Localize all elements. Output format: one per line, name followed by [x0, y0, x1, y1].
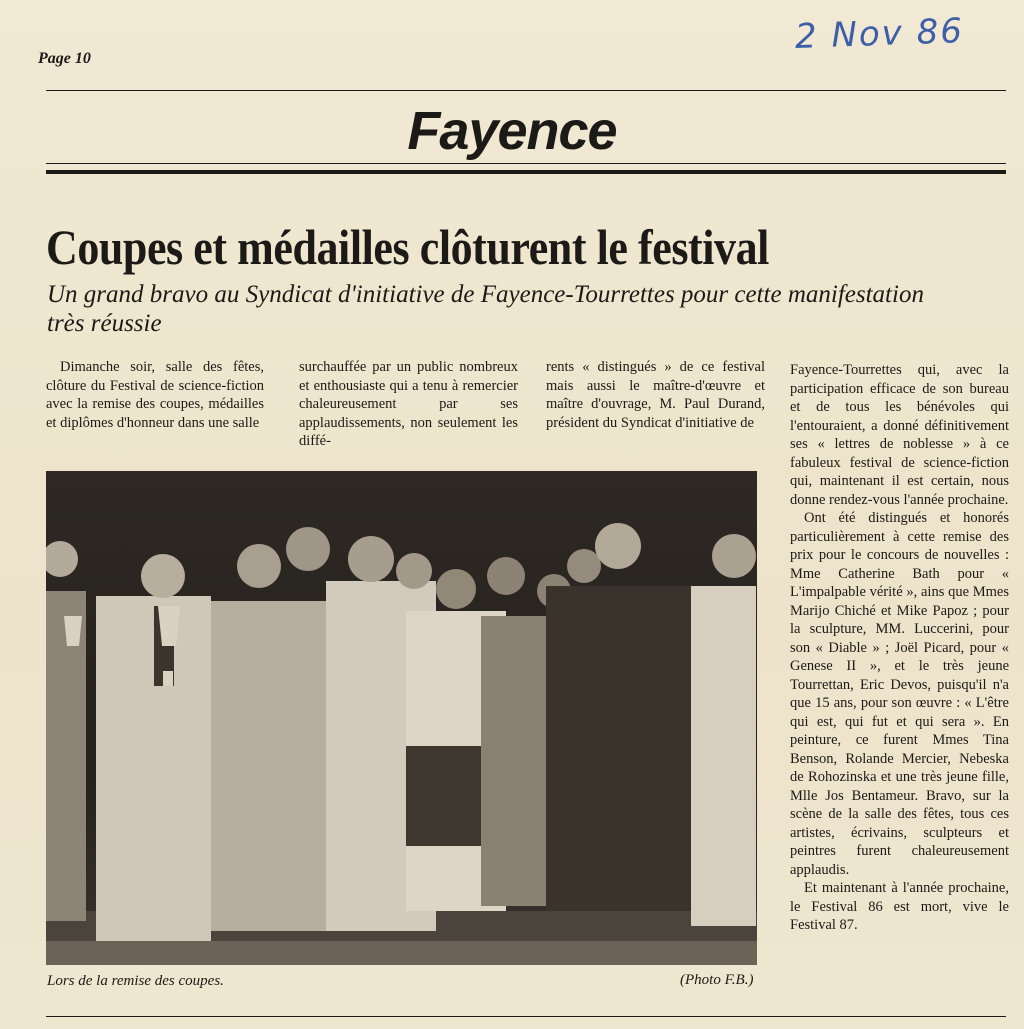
- photo-credit: (Photo F.B.): [680, 972, 754, 988]
- page-number: Page 10: [38, 50, 91, 67]
- handwritten-date: 2 Nov 86: [794, 11, 965, 57]
- article-column-3: rents « distingués » de ce festival mais aussi le maître-d'œuvre et maître d'ouvrage, M. Paul Durand, président du Syndicat d'initiative de: [546, 359, 765, 431]
- column-4-paragraph-3: Et maintenant à l'année prochaine, le Festival 86 est mort, vive le Festival 87.: [790, 880, 1009, 933]
- article-subheadline: Un grand bravo au Syndicat d'initiative de Fayence-Tourrettes pour cette manifestation très réussie: [47, 281, 924, 337]
- photo-illustration: [46, 471, 757, 965]
- section-rule-thin: [46, 163, 1006, 164]
- article-headline: Coupes et médailles clôturent le festival: [46, 219, 769, 275]
- bottom-rule: [46, 1016, 1006, 1017]
- award-ceremony-photo: [46, 471, 757, 965]
- section-rule-thick: [46, 170, 1006, 174]
- section-title: Fayence: [407, 101, 617, 161]
- top-rule: [46, 90, 1006, 91]
- column-4-paragraph-2: Ont été distingués et honorés particulièrement à cette remise des prix pour le concours de nouvelles : Mme Catherine Bath pour « L'impalpable vérité », ains que Mmes Marijo Chiché et Mike Papoz ; pour la sculpture, MM. Luccerini, pour son « Diable » ; Joël Picard, pour « Genese II », et le très jeune Tourrettan, Eric Devos, puisqu'il n'a que 15 ans, pour son œuvre : « L'être qui est, qui fut et qui sera ». En peinture, ce furent Mmes Tina Benson, Rolande Mercier, Nebeska de Rohozinska et une très jeune fille, Mlle Jos Bentameur. Bravo, sur la scène de la salle des fêtes, tous ces artistes, écrivains, sculpteurs et peintres furent chaleureusement applaudis.: [790, 510, 1009, 878]
- column-4-paragraph-1: Fayence-Tourrettes qui, avec la participation efficace de son bureau et de tous les bénévoles qui l'entouraient, a donné définitivement ses « lettres de noblesse » à ce fabuleux festival de science-fiction qui, maintenant il est certain, nous donne rendez-vous l'année prochaine.: [790, 362, 1009, 508]
- article-column-1: Dimanche soir, salle des fêtes, clôture du Festival de science-fiction avec la remise des coupes, médailles et diplômes d'honneur dans une salle: [46, 359, 264, 431]
- article-column-4: [790, 361, 1009, 935]
- photo-caption: Lors de la remise des coupes.: [47, 973, 224, 989]
- article-column-2: surchauffée par un public nombreux et enthousiaste qui a tenu à remercier chaleureusement par ses applaudissements, non seulement les diffé-: [299, 359, 518, 449]
